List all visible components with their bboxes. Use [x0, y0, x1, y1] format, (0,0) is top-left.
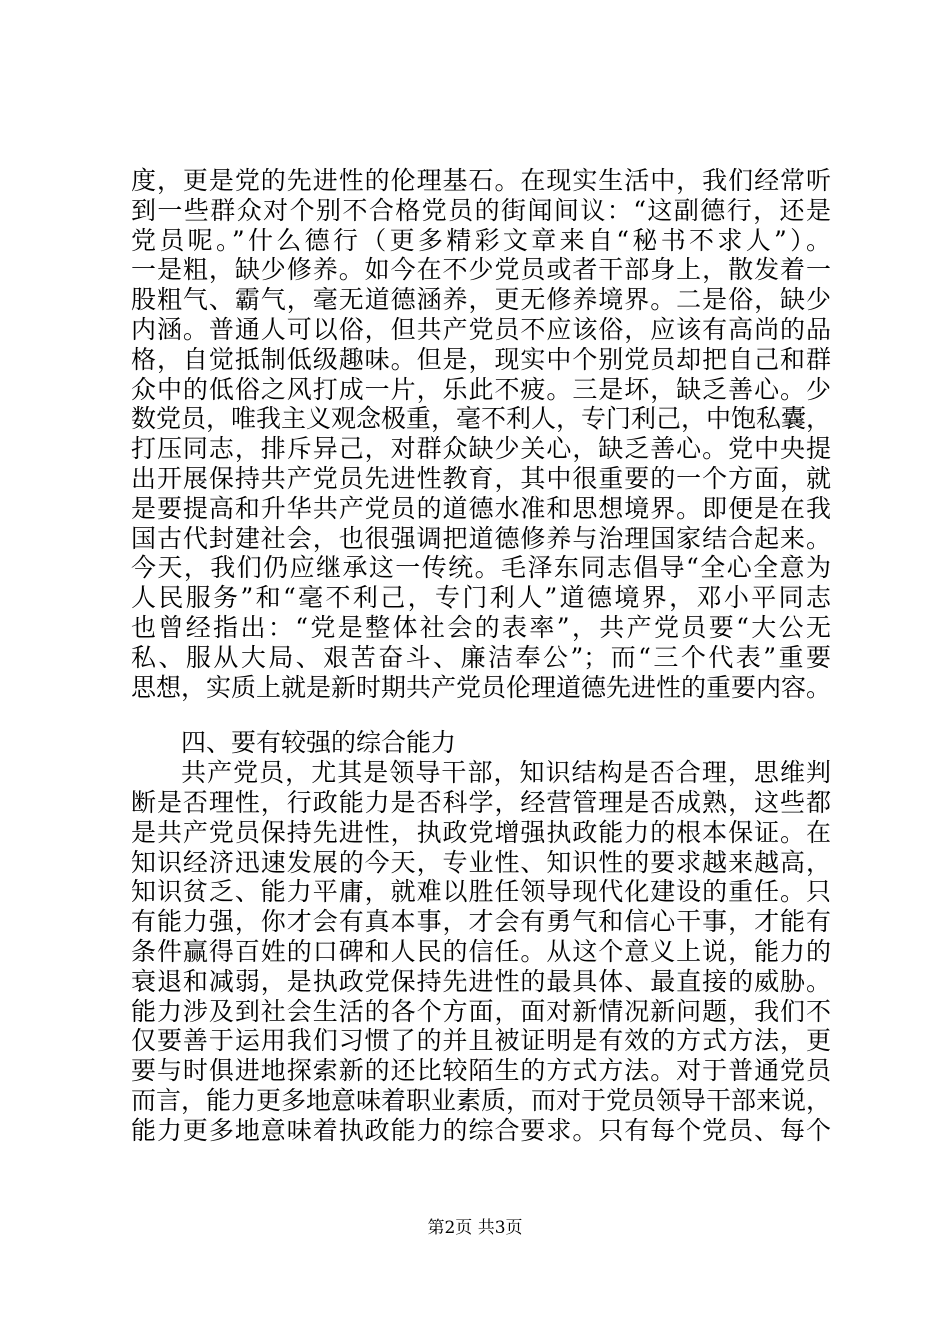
text-line: 党员呢。”什么德行（更多精彩文章来自“秘书不求人”）。 — [131, 225, 831, 255]
text-line: 能力更多地意味着执政能力的综合要求。只有每个党员、每个 — [131, 1115, 831, 1145]
text-line: 要与时俱进地探索新的还比较陌生的方式方法。对于普通党员 — [131, 1056, 831, 1086]
paragraph-spacer — [131, 702, 831, 728]
text-line: 数党员，唯我主义观念极重，毫不利人，专门利己，中饱私囊， — [131, 404, 832, 434]
paragraph-ethics — [131, 166, 831, 702]
text-line: 股粗气、霸气，毫无道德涵养，更无修养境界。二是俗，缺少 — [131, 285, 831, 315]
text-line: 众中的低俗之风打成一片，乐此不疲。三是坏，缺乏善心。少 — [131, 374, 831, 404]
text-line: 知识贫乏、能力平庸，就难以胜任领导现代化建设的重任。只 — [131, 877, 831, 907]
text-line: 衰退和减弱，是执政党保持先进性的最具体、最直接的威胁。 — [131, 966, 831, 996]
text-line: 打压同志，排斥异己，对群众缺少关心，缺乏善心。党中央提 — [131, 434, 831, 464]
text-line: 有能力强，你才会有真本事，才会有勇气和信心干事，才能有 — [131, 907, 831, 937]
text-line: 知识经济迅速发展的今天，专业性、知识性的要求越来越高， — [131, 847, 831, 877]
paragraph-ability — [131, 758, 831, 1145]
text-line: 人民服务”和“毫不利己，专门利人”道德境界，邓小平同志 — [131, 583, 831, 613]
text-line: 内涵。普通人可以俗，但共产党员不应该俗，应该有高尚的品 — [131, 314, 831, 344]
text-line: 今天，我们仍应继承这一传统。毛泽东同志倡导“全心全意为 — [131, 553, 831, 583]
text-line: 也曾经指出：“党是整体社会的表率”，共产党员要“大公无 — [131, 612, 831, 642]
text-line: 私、服从大局、艰苦奋斗、廉洁奉公”；而“三个代表”重要 — [131, 642, 831, 672]
document-body — [131, 166, 831, 1146]
text-line: 条件赢得百姓的口碑和人民的信任。从这个意义上说，能力的 — [131, 936, 831, 966]
text-line: 共产党员，尤其是领导干部，知识结构是否合理，思维判 — [181, 758, 831, 788]
text-line: 出开展保持共产党员先进性教育，其中很重要的一个方面，就 — [131, 463, 831, 493]
text-line: 能力涉及到社会生活的各个方面，面对新情况新问题，我们不 — [131, 996, 831, 1026]
text-line: 国古代封建社会，也很强调把道德修养与治理国家结合起来。 — [131, 523, 831, 553]
text-line: 一是粗，缺少修养。如今在不少党员或者干部身上，散发着一 — [131, 255, 831, 285]
text-line: 是要提高和升华共产党员的道德水准和思想境界。即便是在我 — [131, 493, 831, 523]
text-line: 格，自觉抵制低级趣味。但是，现实中个别党员却把自己和群 — [131, 344, 831, 374]
page-number-footer: 第2页 共3页 — [427, 1218, 523, 1238]
text-line: 仅要善于运用我们习惯了的并且被证明是有效的方式方法，更 — [131, 1026, 831, 1056]
text-line: 是共产党员保持先进性，执政党增强执政能力的根本保证。在 — [131, 817, 831, 847]
text-line: 到一些群众对个别不合格党员的街闻间议：“这副德行，还是 — [131, 195, 831, 225]
text-line: 度，更是党的先进性的伦理基石。在现实生活中，我们经常听 — [131, 166, 831, 195]
text-line: 而言，能力更多地意味着职业素质，而对于党员领导干部来说， — [131, 1085, 832, 1115]
text-line: 思想，实质上就是新时期共产党员伦理道德先进性的重要内容。 — [131, 672, 832, 702]
text-line: 断是否理性，行政能力是否科学，经营管理是否成熟，这些都 — [131, 787, 831, 817]
section-heading: 四、要有较强的综合能力 — [181, 728, 457, 758]
